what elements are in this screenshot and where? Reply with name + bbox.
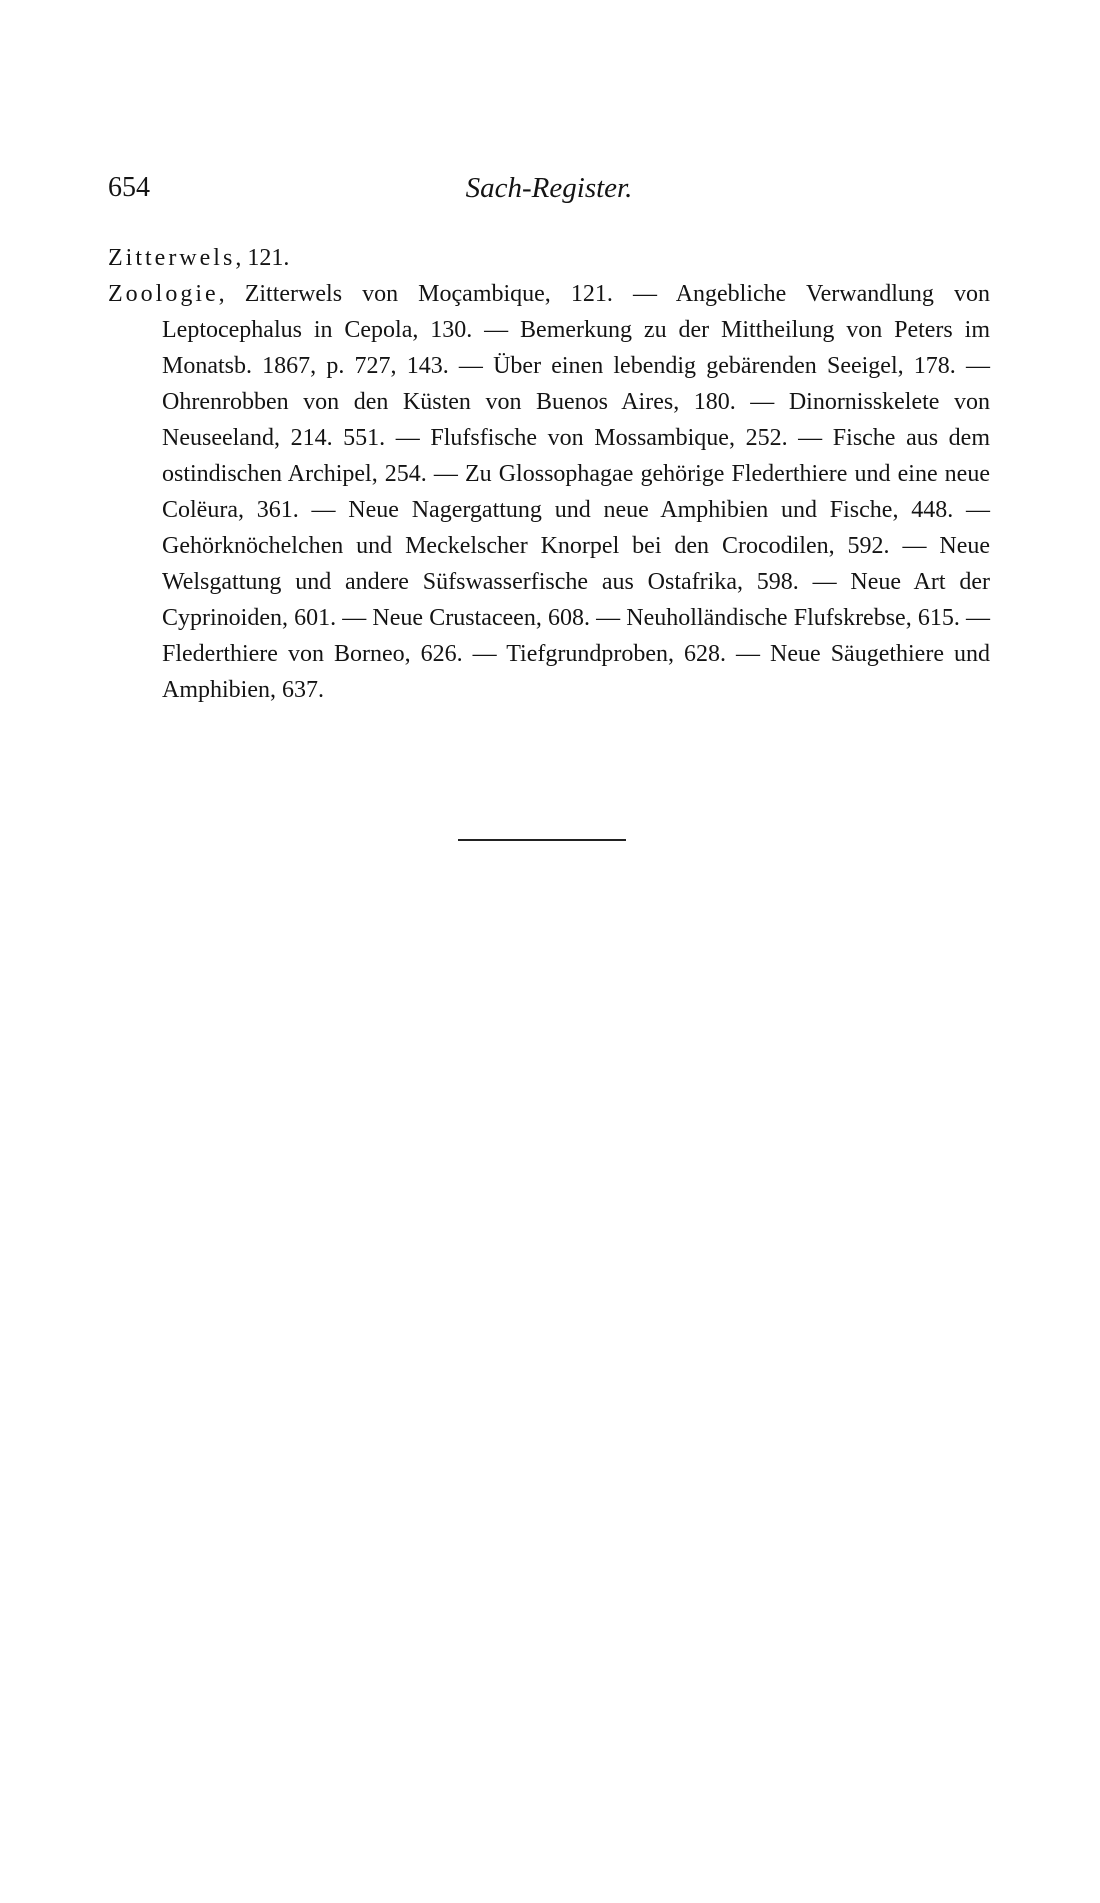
- index-entry-zoologie: [108, 276, 990, 708]
- index-entries: [108, 240, 990, 708]
- page-header: [108, 172, 990, 212]
- index-entry-zitterwels: [108, 240, 990, 276]
- entry-headword: Zoologie: [108, 281, 219, 307]
- closing-rule: [458, 839, 626, 841]
- running-title: Sach-Register.: [465, 172, 633, 204]
- entry-headword: Zitterwels: [108, 245, 236, 271]
- entry-text: , 121.: [235, 245, 290, 271]
- entry-text: , Zitterwels von Moçambique, 121. — Angebliche Verwandlung von Leptocephalus in Cepola, 130. — Bemerkung zu der Mittheilung von Peters im Monatsb. 1867, p. 727, 143. — Über einen lebendig gebärenden Seeigel, 178. — Ohrenrobben von den Küsten von Buenos Aires, 180. — Dinornisskelete von Neuseeland, 214. 551. — Flufsfische von Mossambique, 252. — Fische aus dem ostindischen Archipel, 254. — Zu Glossophagae gehörige Flederthiere und eine neue Colëura, 361. — Neue Nagergattung und neue Amphibien und Fische, 448. — Gehörknöchelchen und Meckelscher Knorpel bei den Crocodilen, 592. — Neue Welsgattung und andere Süfswasserfische aus Ostafrika, 598. — Neue Art der Cyprinoiden, 601. — Neue Crustaceen, 608. — Neuholländische Flufskrebse, 615. — Flederthiere von Borneo, 626. — Tiefgrundproben, 628. — Neue Säugethiere und Amphibien, 637.: [162, 281, 990, 703]
- page-number: 654: [108, 172, 150, 203]
